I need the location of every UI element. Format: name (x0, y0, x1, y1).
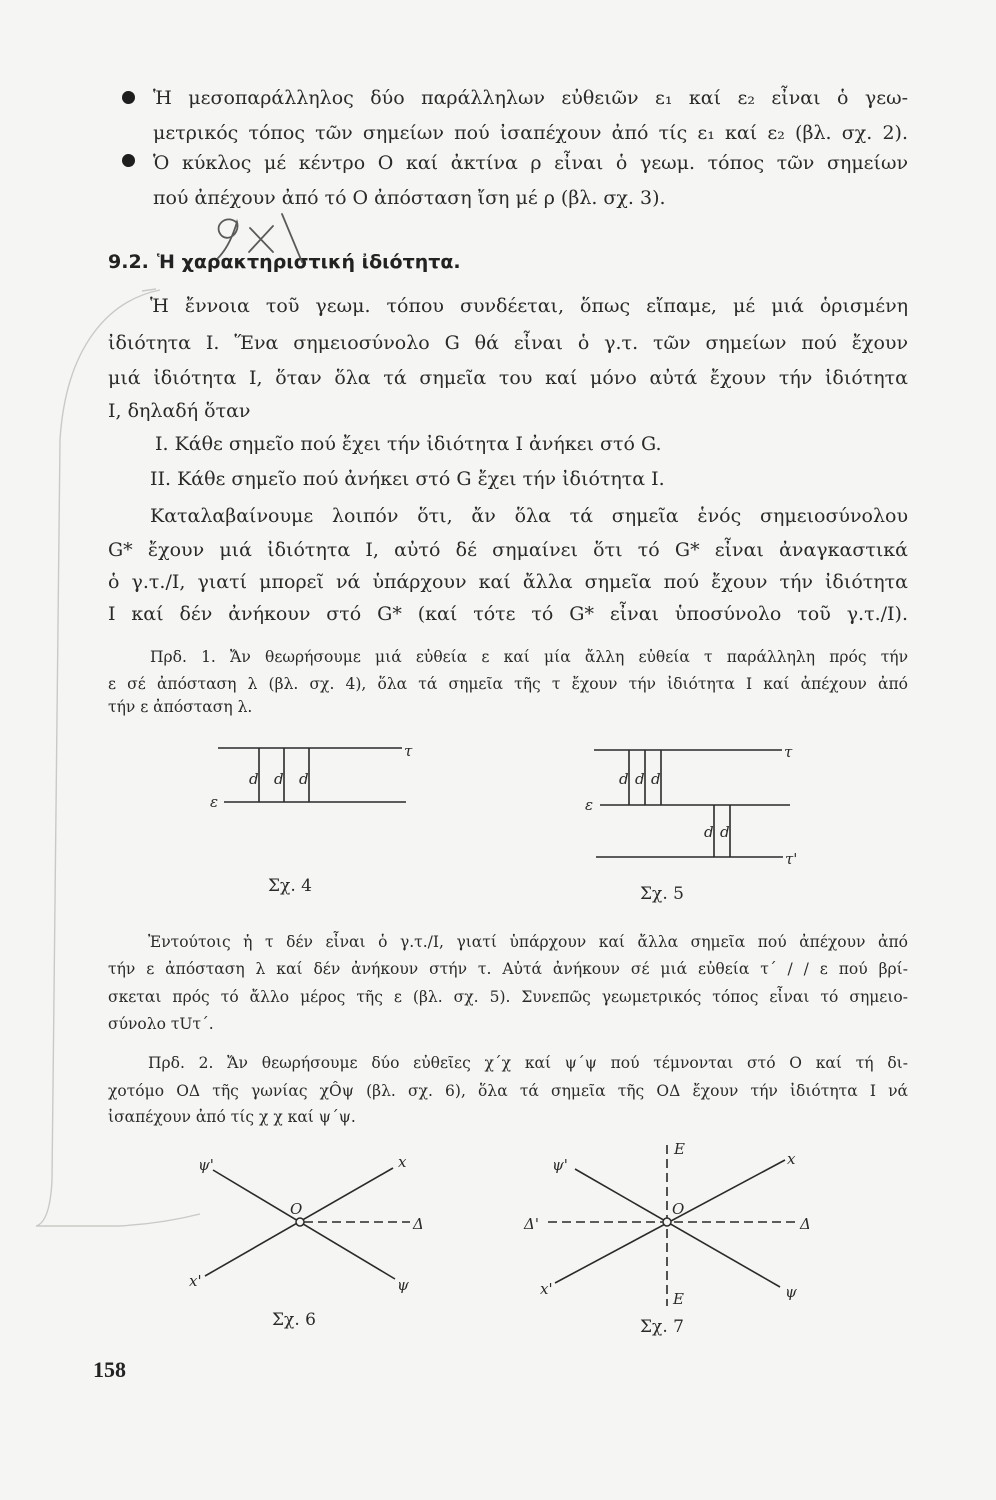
vertex-point (296, 1218, 304, 1226)
label-tau: τ (784, 743, 793, 761)
intro-line-3: μιά ἰδιότητα Ι, ὅταν ὅλα τά σημεῖα του καί μόνο αὐτά ἔχουν τήν ἰδιότητα (108, 367, 908, 389)
label-o: O (290, 1200, 303, 1218)
label-distance: d (274, 770, 284, 788)
section-number: 9.2. (108, 251, 149, 273)
label-psi: ψ (785, 1283, 797, 1301)
example-1-line-1: Πρδ. 1. Ἄν θεωρήσουμε μιά εὐθεία ε καί μία ἄλλη εὐθεία τ παράλληλη πρός τήν (150, 648, 908, 666)
label-tau-prime: τ' (785, 850, 798, 868)
label-psi-prime: ψ' (198, 1156, 214, 1174)
label-psi-prime: ψ' (552, 1156, 568, 1174)
label-psi: ψ (397, 1276, 409, 1294)
label-x: x (787, 1150, 796, 1168)
label-distance: d (249, 770, 259, 788)
section-title: Ἡ χαρακτηριστική ἰδιότητα. (156, 251, 461, 273)
intro-line-1: Ἡ ἔννοια τοῦ γεωμ. τόπου συνδέεται, ὅπως εἴπαμε, μέ μιά ὁρισμένη (150, 295, 908, 317)
example-2-line-3: ἰσαπέχουν ἀπό τίς χ χ καί ψ΄ψ. (108, 1108, 356, 1126)
line-x (555, 1160, 785, 1283)
figure-4 (210, 742, 413, 896)
label-x: x (398, 1153, 407, 1171)
bullet-1-line-2: μετρικός τόπος τῶν σημείων πού ἰσαπέχουν ἀπό τίς ε₁ καί ε₂ (βλ. σχ. 2). (153, 122, 908, 144)
example-1-line-3: τήν ε ἀπόσταση λ. (108, 698, 253, 716)
intro-line-4: Ι, δηλαδή ὅταν (108, 400, 251, 422)
label-distance: d (619, 770, 629, 788)
label-e-top: E (674, 1140, 685, 1158)
label-distance: d (704, 823, 714, 841)
label-distance: d (299, 770, 309, 788)
label-epsilon: ε (585, 796, 594, 814)
vertex-point (663, 1218, 671, 1226)
example-2-line-1: Πρδ. 2. Ἄν θεωρήσουμε δύο εὐθεῖες χ΄χ καί ψ΄ψ πού τέμνονται στό Ο καί τή δι- (148, 1054, 908, 1072)
bullet-2-line-1: Ὁ κύκλος μέ κέντρο Ο καί ἀκτίνα ρ εἶναι ὁ γεωμ. τόπος τῶν σημείων (153, 152, 908, 174)
bullet-2-line-2: πού ἀπέχουν ἀπό τό Ο ἀπόσταση ἴση μέ ρ (βλ. σχ. 3). (153, 187, 666, 209)
label-delta-prime: Δ' (524, 1215, 539, 1233)
counterpoint-line-4: σύνολο τUτ΄. (108, 1015, 214, 1033)
label-distance: d (651, 770, 661, 788)
bullet-1-line-1: Ἡ μεσοπαράλληλος δύο παράλληλων εὐθειῶν ε₁ καί ε₂ εἶναι ὁ γεω- (153, 87, 908, 109)
label-tau: τ (404, 742, 413, 760)
section-heading (108, 248, 461, 276)
figure-5 (585, 743, 797, 904)
label-x-prime: x' (189, 1272, 202, 1290)
bullet-icon (122, 91, 135, 104)
counterpoint-line-3: σκεται πρός τό ἄλλο μέρος τῆς ε (βλ. σχ. 5). Συνεπῶς γεωμετρικός τόπος εἶναι τό σημειο- (108, 988, 908, 1006)
figure-caption: Σχ. 7 (640, 1317, 684, 1337)
label-x-prime: x' (540, 1280, 553, 1298)
bullet-icon (122, 154, 135, 167)
figure-caption: Σχ. 6 (272, 1310, 316, 1330)
label-e-bottom: E (673, 1290, 684, 1308)
remark-line-4: Ι καί δέν ἀνήκουν στό G* (καί τότε τό G* εἶναι ὑποσύνολο τοῦ γ.τ./Ι). (108, 603, 908, 625)
line-psi (575, 1169, 780, 1287)
label-delta: Δ (413, 1215, 424, 1233)
counterpoint-line-1: Ἐντούτοις ἡ τ δέν εἶναι ὁ γ.τ./Ι, γιατί ὑπάρχουν καί ἄλλα σημεῖα πού ἀπέχουν ἀπό (148, 933, 908, 951)
example-1-line-2: ε σέ ἀπόσταση λ (βλ. σχ. 4), ὅλα τά σημεῖα τῆς τ ἔχουν τήν ἰδιότητα Ι καί ἀπέχουν ἀπό (108, 675, 908, 693)
example-2-line-2: χοτόμο ΟΔ τῆς γωνίας χÔψ (βλ. σχ. 6), ὅλα τά σημεῖα τῆς ΟΔ ἔχουν τήν ἰδιότητα Ι νά (108, 1082, 908, 1100)
line-psi (213, 1170, 395, 1279)
condition-1: Ι. Κάθε σημεῖο πού ἔχει τήν ἰδιότητα Ι ἀνήκει στό G. (155, 433, 662, 455)
figure-caption: Σχ. 5 (640, 884, 684, 904)
figure-7 (523, 1140, 811, 1337)
label-distance: d (720, 823, 730, 841)
intro-line-2: ἰδιότητα Ι. Ἕνα σημειοσύνολο G θά εἶναι ὁ γ.τ. τῶν σημείων πού ἔχουν (108, 332, 908, 354)
counterpoint-line-2: τήν ε ἀπόσταση λ καί δέν ἀνήκουν στήν τ. Αὐτά ἀνήκουν σέ μιά εὐθεία τ΄ / / ε πού βρί- (108, 960, 908, 978)
figure-caption: Σχ. 4 (268, 876, 312, 896)
remark-line-1: Καταλαβαίνουμε λοιπόν ὅτι, ἄν ὅλα τά σημεῖα ἑνός σημειοσύνολου (150, 505, 908, 527)
remark-line-3: ὁ γ.τ./Ι, γιατί μπορεῖ νά ὑπάρχουν καί ἄλλα σημεῖα πού ἔχουν τήν ἰδιότητα (108, 571, 908, 593)
label-distance: d (635, 770, 645, 788)
figure-6 (189, 1153, 424, 1330)
pencil-tick (142, 289, 156, 291)
condition-2: ΙΙ. Κάθε σημεῖο πού ἀνήκει στό G ἔχει τήν ἰδιότητα Ι. (150, 468, 665, 490)
label-delta: Δ (800, 1215, 811, 1233)
label-epsilon: ε (210, 793, 219, 811)
page-number: 158 (93, 1357, 126, 1382)
line-x (205, 1168, 393, 1276)
remark-line-2: G* ἔχουν μιά ἰδιότητα Ι, αὐτό δέ σημαίνει ὅτι τό G* εἶναι ἀναγκαστικά (108, 539, 908, 561)
label-o: O (672, 1200, 685, 1218)
